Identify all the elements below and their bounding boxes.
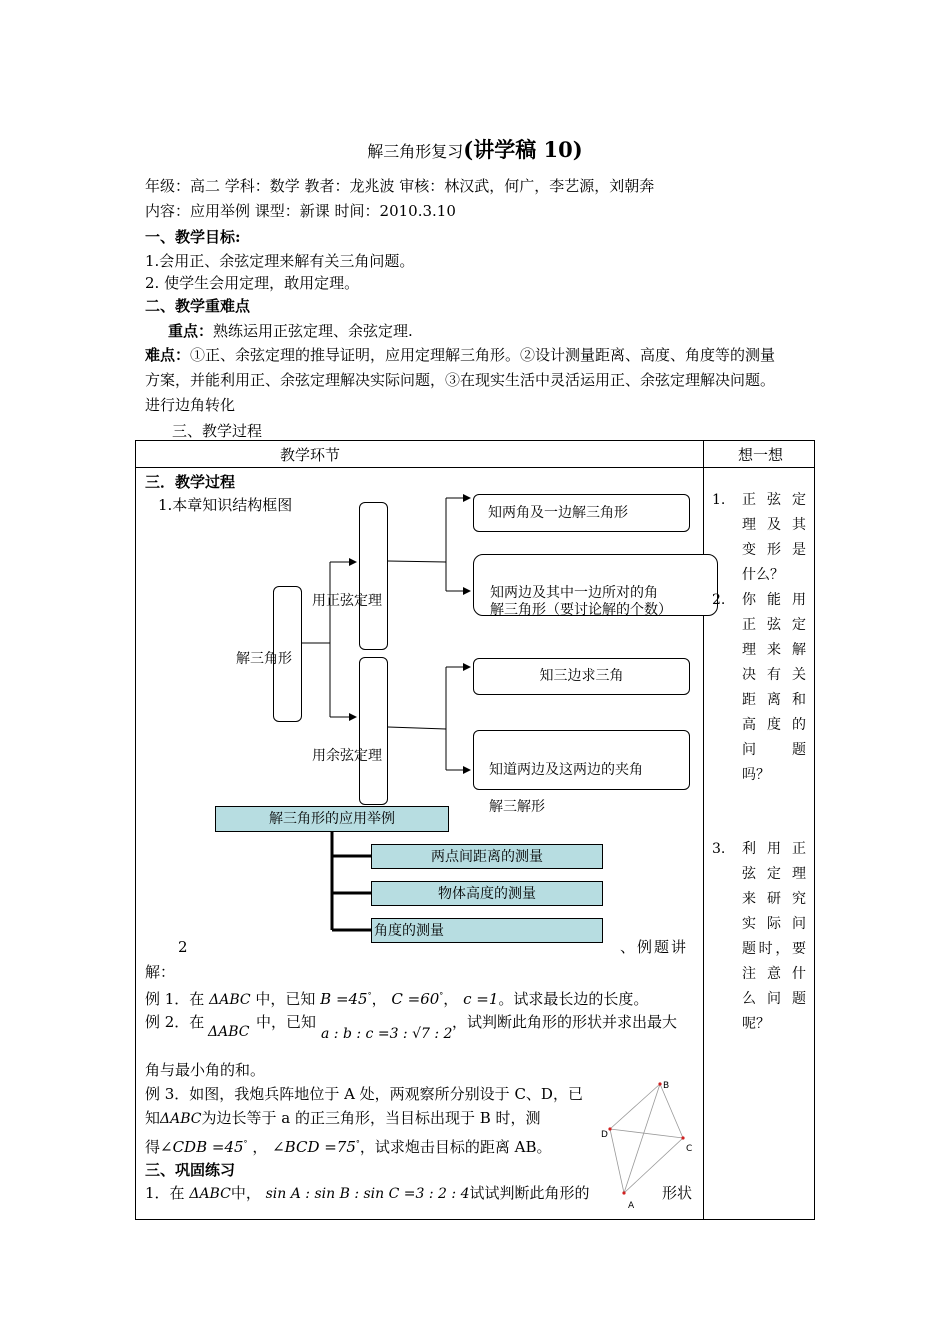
example-3-line-1: 例 3．如图，我炮兵阵地位于 A 处，两观察所分别设于 C、D，已 (145, 1085, 583, 1103)
think-line: 实 际 问 (742, 916, 806, 932)
leaf-included-angle-tail: 解三解形 (489, 799, 545, 815)
difficulty-line-3: 进行边角转化 (145, 396, 236, 414)
practice-1-given: 中， (230, 1184, 261, 1202)
think-question-3-lines (742, 837, 806, 1037)
goal-item: 1.会用正、余弦定理来解有关三角问题。 (145, 252, 415, 270)
practice-heading: 三、巩固练习 (145, 1161, 236, 1179)
goal-item: 2. 使学生会用定理，敢用定理。 (145, 274, 360, 292)
application-distance (371, 844, 603, 869)
think-line: 题 时 ， 要 (742, 941, 806, 957)
think-line: 理 及 其 (742, 517, 806, 533)
example-1-given: 中，已知 (255, 990, 316, 1008)
example-1-angle-b: B =45 (320, 990, 368, 1008)
think-question-3 (712, 837, 806, 1037)
application-angle (371, 918, 603, 943)
think-line: 什么？ (742, 567, 784, 583)
practice-1-triangle: ΔABC (189, 1186, 231, 1202)
example-2-given: 中，已知 (256, 1013, 317, 1031)
think-line: 理 来 解 (742, 642, 806, 658)
root-label: 解三角形 (236, 651, 292, 667)
point-a-label: A (628, 1201, 635, 1211)
example-3-line-2 (145, 1108, 541, 1129)
sine-box (359, 502, 388, 650)
point-c (681, 1136, 684, 1139)
think-question-2-lines (742, 588, 806, 788)
think-question-2-number: 2. (712, 592, 726, 608)
think-line: 决 有 关 (742, 667, 806, 683)
think-line: 问 题 (742, 742, 806, 758)
example-1-triangle: ΔABC (209, 992, 251, 1008)
info-line-2: 内容：应用举例 课型：新课 时间：2010.3.10 (145, 202, 456, 220)
difficulty-text-1: ①正、余弦定理的推导证明，应用定理解三角形。②设计测量距离、高度、角度等的测量 (190, 346, 776, 364)
leaf-three-sides-label: 知三边求三角 (539, 668, 624, 684)
practice-1-ratio: sin A : sin B : sin C =3 : 2 : 4 (265, 1186, 470, 1202)
leaf-two-sides-line2: 解三角形（要讨论解的个数） (490, 602, 672, 618)
section1-heading: 一、教学目标: (145, 228, 241, 246)
example-3-measured: 得 (145, 1138, 161, 1156)
think-question-3-number: 3. (712, 841, 726, 857)
leaf-two-sides-line1: 知两边及其中一边所对的角 (490, 585, 658, 601)
key-label: 重点： (168, 322, 214, 340)
think-line: 变 形 是 (742, 542, 806, 558)
leaf-included-angle (473, 730, 690, 790)
example-3-line-3: 得∠CDB =45° ， ∠BCD =75°，试求炮击目标的距离 AB。 (145, 1138, 552, 1156)
col2-header: 想一想 (738, 446, 784, 464)
title-main: (讲学稿 10) (463, 137, 583, 162)
example-2-prefix: 例 2．在 (145, 1013, 205, 1031)
point-c-label: C (686, 1144, 693, 1154)
think-line: 利 用 正 (742, 841, 806, 857)
think-question-2 (712, 588, 806, 788)
sine-label: 用正弦定理 (312, 593, 382, 609)
cosine-box (359, 657, 388, 805)
point-b (658, 1082, 661, 1085)
info-line-1: 年级：高二 学科：数学 教者：龙兆波 审核：林汉武，何广，李艺源，刘朝奔 (145, 177, 655, 195)
example-3-angle-bcd: ∠BCD =75 (272, 1138, 356, 1156)
framework-title: 1.本章知识结构框图 (158, 496, 293, 514)
leaf-three-sides (473, 658, 690, 695)
example-label-2: 解： (145, 963, 176, 981)
example-1-side-c: c =1 (463, 990, 499, 1008)
process-heading: 三．教学过程 (145, 473, 236, 491)
title-prefix: 解三角形复习 (367, 142, 464, 161)
think-question-1-number: 1. (712, 492, 726, 508)
think-line: 高 度 的 (742, 717, 806, 733)
leaf-two-angles (473, 494, 690, 532)
point-d-label: D (601, 1130, 608, 1140)
leaf-included-angle-label: 知道两边及这两边的夹角 (489, 762, 643, 778)
think-line: 来 研 究 (742, 891, 806, 907)
think-line: 距 离 和 (742, 692, 806, 708)
example-2-triangle: ΔABC (208, 1024, 250, 1040)
cosine-label: 用余弦定理 (312, 748, 382, 764)
practice-1-end: 形状 (662, 1184, 693, 1202)
leaf-two-sides-angle (473, 554, 718, 616)
application-distance-label: 两点间距离的测量 (431, 849, 543, 865)
example-3-triangle: ΔABC (160, 1111, 202, 1127)
think-line: 呢？ (742, 1016, 770, 1032)
think-line: 正 弦 定 (742, 492, 806, 508)
think-line: 么 问 题 (742, 991, 806, 1007)
point-a (622, 1191, 625, 1194)
example-1-task: 。试求最长边的长度。 (498, 990, 649, 1008)
example-1-angle-c: C =60 (391, 990, 440, 1008)
example-2-task: ，试判断此角形的形状并求出最大 (452, 1013, 678, 1031)
col1-header: 教学环节 (280, 446, 341, 464)
section3-heading: 三、教学过程 (172, 422, 263, 440)
point-b-label: B (663, 1081, 670, 1091)
practice-1-task: 试试判断此角形的 (469, 1184, 590, 1202)
example-3-task: ，试求炮击目标的距离 AB。 (359, 1138, 552, 1156)
example-1: 例 1．在 ΔABC 中，已知 B =45°， C =60°， c =1。试求最长边的长度。 (145, 990, 649, 1008)
key-text: 熟练运用正弦定理、余弦定理. (213, 322, 413, 340)
application-height (371, 881, 603, 906)
example-3-angle-cdb: ∠CDB =45 (160, 1138, 244, 1156)
section2-heading: 二、教学重难点 (145, 297, 251, 315)
think-line: 弦 定 理 (742, 866, 806, 882)
difficulty-line-2: 方案，并能利用正、余弦定理解决实际问题，③在现实生活中灵活运用正、余弦定理解决问题。 (145, 371, 776, 389)
difficulty-label: 难点： (145, 346, 191, 364)
example-3-condition: 为边长等于 a 的正三角形，当目标出现于 B 时，测 (201, 1109, 541, 1127)
example-3-know: 知 (145, 1109, 161, 1127)
example-label: 、例题讲 (620, 938, 689, 956)
think-line: 注 意 什 (742, 966, 806, 982)
point-d (608, 1127, 611, 1130)
practice-1-prefix: 1．在 (145, 1184, 185, 1202)
application-root-label: 解三角形的应用举例 (269, 811, 395, 827)
think-line: 你 能 用 (742, 592, 806, 608)
application-root (215, 806, 449, 832)
application-angle-label: 角度的测量 (374, 923, 444, 939)
example-2-line-2: 角与最小角的和。 (145, 1061, 266, 1079)
practice-1 (145, 1183, 590, 1204)
think-question-1 (712, 488, 806, 588)
example-number: 2 (178, 938, 188, 956)
think-question-1-lines (742, 488, 806, 588)
application-height-label: 物体高度的测量 (438, 886, 536, 902)
leaf-two-angles-label: 知两角及一边解三角形 (488, 505, 628, 521)
example-2-ratio: a : b : c =3 : √7 : 2 (321, 1026, 453, 1042)
think-line: 吗？ (742, 767, 770, 783)
example-1-prefix: 例 1．在 (145, 990, 205, 1008)
think-line: 正 弦 定 (742, 617, 806, 633)
